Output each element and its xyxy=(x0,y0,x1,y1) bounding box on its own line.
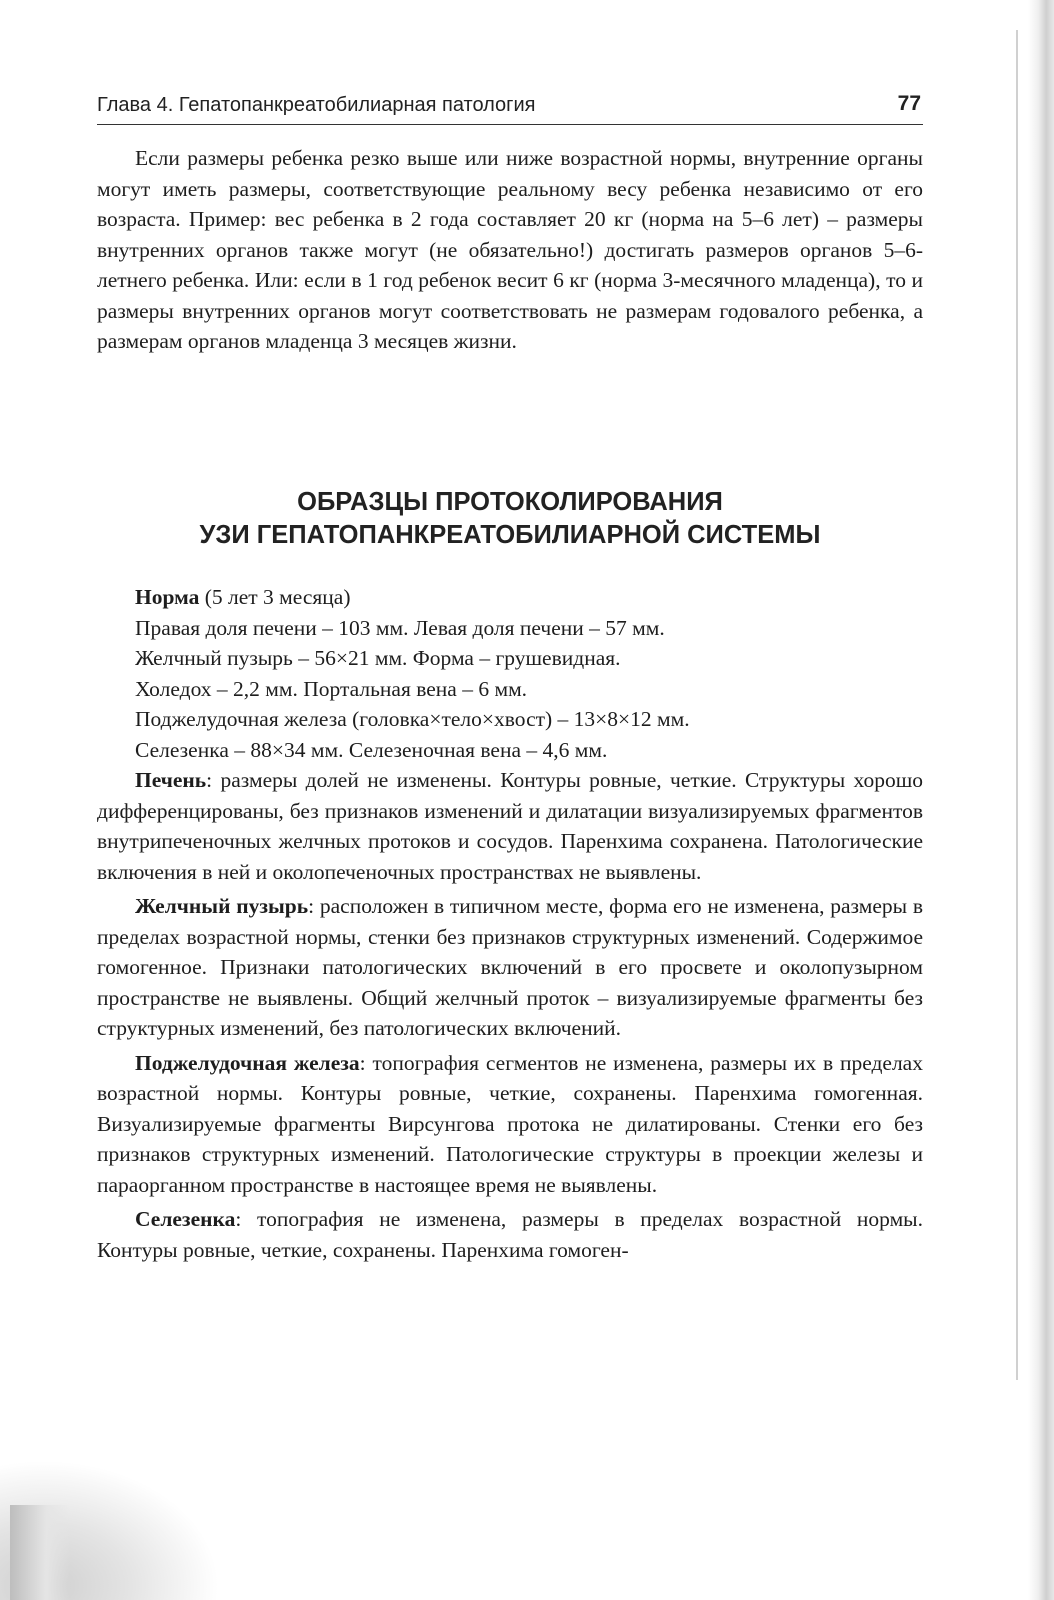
measurement-line: Селезенка – 88×34 мм. Селезеночная вена – 4,6 мм. xyxy=(135,737,608,762)
section-gallbladder xyxy=(97,891,923,1044)
page-edge-line xyxy=(1016,30,1018,1380)
chapter-title: Глава 4. Гепатопанкреатобилиарная патология xyxy=(97,94,536,116)
intro-paragraph: Если размеры ребенка резко выше или ниже возрастной нормы, внутренние органы могут иметь размеры, соответствующие реальному весу ребенка независимо от его возраста. Пример: вес ребенка в 2 года составляет 20 кг (норма на 5–6 лет) – размеры внутренних органов также могут (не обязательно!) достигать размеров органов 5–6-летнего ребенка. Или: если в 1 год ребенок весит 6 кг (норма 3-месячного младенца), то и размеры внутренних органов могут соответствовать не размерам годовалого ребенка, а размерам органов младенца 3 месяцев жизни. xyxy=(97,146,923,353)
section-text: : размеры долей не изменены. Контуры ровные, четкие. Структуры хорошо дифференцированы, без признаков изменений и дилатации визуализируемых фрагментов внутрипеченочных желчных протоков и сосудов. Паренхима сохранена. Патологические включения в ней и околопеченочных пространствах не выявлены. xyxy=(97,768,923,884)
section-label: Печень xyxy=(135,768,207,792)
measurement-line: Холедох – 2,2 мм. Портальная вена – 6 мм. xyxy=(135,676,528,701)
section-heading-line-2: УЗИ ГЕПАТОПАНКРЕАТОБИЛИАРНОЙ СИСТЕМЫ xyxy=(199,521,821,549)
section-heading-line-1: ОБРАЗЦЫ ПРОТОКОЛИРОВАНИЯ xyxy=(297,488,723,516)
section-label: Селезенка xyxy=(135,1207,236,1231)
section-label: Поджелудочная железа xyxy=(135,1050,360,1075)
norma-label: Норма xyxy=(135,585,200,609)
intro-block xyxy=(97,143,923,357)
page-edge-shadow xyxy=(1028,0,1054,1600)
section-liver xyxy=(97,765,923,887)
norma-age: (5 лет 3 месяца) xyxy=(199,585,351,609)
section-text: : расположен в типичном месте, форма его не изменена, размеры в пределах возрастной нормы, стенки без признаков структурных изменений. Содержимое гомогенное. Признаки патологических включений в его просвете и околопузырном пространстве не выявлены. Общий желчный проток – визуализируемые фрагменты без структурных изменений, без патологических включений. xyxy=(97,894,923,1040)
protocol-sample xyxy=(97,582,923,1265)
measurement-line: Поджелудочная железа (головка×тело×хвост) – 13×8×12 мм. xyxy=(135,707,690,731)
section-pancreas xyxy=(97,1048,923,1201)
section-spleen xyxy=(97,1204,923,1265)
scan-smudge-bar xyxy=(10,1505,70,1600)
section-text: : топография сегментов не изменена, размеры их в пределах возрастной нормы. Контуры ровные, четкие, сохранены. Паренхима гомогенная. Визуализируемые фрагменты Вирсунгова протока не дилатированы. Стенки его без признаков структурных изменений. Патологические структуры в проекции железы и параорганном пространстве в настоящее время не выявлены. xyxy=(97,1050,923,1197)
section-heading xyxy=(97,486,923,552)
section-label: Желчный пузырь xyxy=(135,894,309,918)
norma-heading xyxy=(97,582,923,613)
measurement-line: Желчный пузырь – 56×21 мм. Форма – грушевидная. xyxy=(135,646,621,670)
page-number: 77 xyxy=(897,92,921,115)
measurement-line: Правая доля печени – 103 мм. Левая доля печени – 57 мм. xyxy=(135,615,665,640)
running-header xyxy=(97,92,923,125)
section-text: : топография не изменена, размеры в пределах возрастной нормы. Контуры ровные, четкие, сохранены. Паренхима гомоген- xyxy=(97,1207,923,1262)
